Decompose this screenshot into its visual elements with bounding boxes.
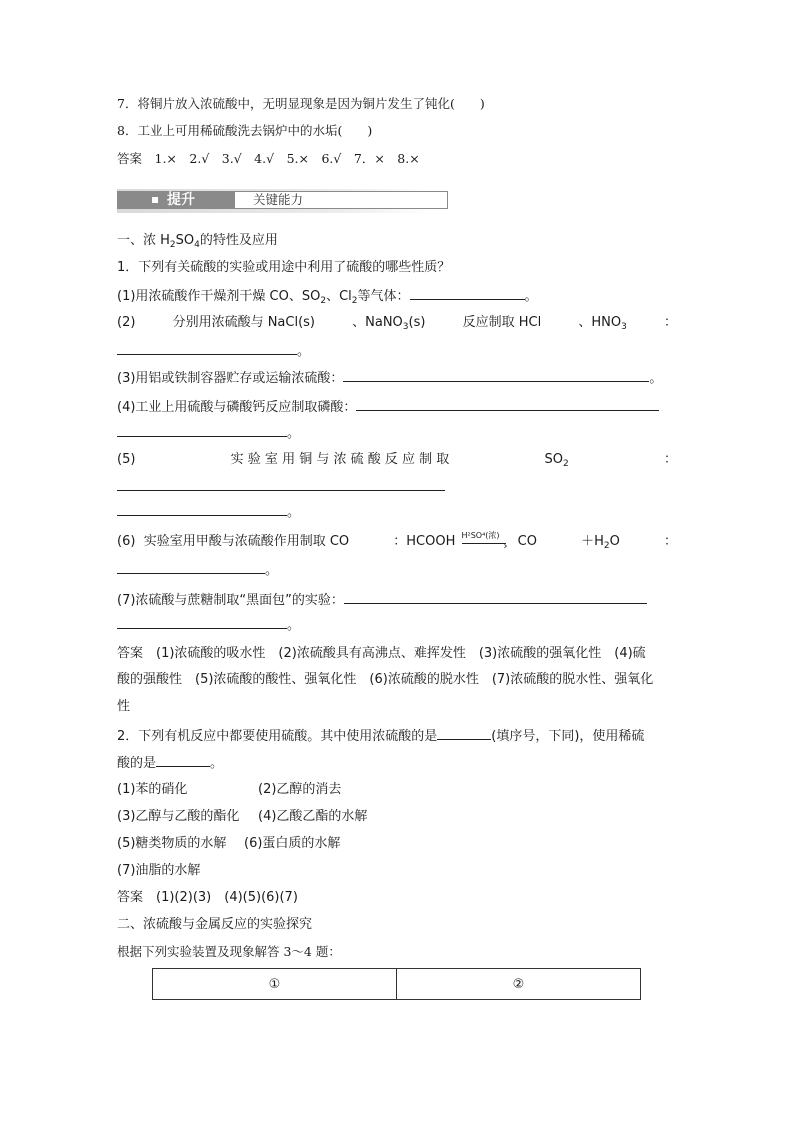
question-2-line-1: 2．下列有机反应中都要使用硫酸。其中使用浓硫酸的是 (填序号，下同)，使用稀硫 [117, 729, 645, 744]
answer-blank[interactable] [343, 369, 649, 382]
banner-title: 关键能力 [234, 191, 448, 209]
apparatus-table [152, 968, 641, 1000]
table-header-1: ① [153, 969, 397, 1000]
answer-blank[interactable] [117, 478, 445, 491]
answer-blank[interactable] [356, 398, 659, 411]
q1-item-6-blank: 。 [117, 561, 278, 580]
q1-item-3: (3)用铝或铁制容器贮存或运输浓硫酸： 。 [117, 371, 663, 386]
q1-item-7-blank: 。 [117, 616, 300, 635]
section1-heading: 一、浓 $H_2SO_4$的特性及应用 [117, 233, 278, 250]
answer-blank[interactable] [117, 561, 265, 574]
section2-heading: 二、浓硫酸与金属反应的实验探究 [117, 917, 313, 932]
q2-option-row: (5)糖类物质的水解 (6)蛋白质的水解 [117, 836, 341, 851]
q1-answer-line-3: 性 [117, 699, 131, 714]
answer-blank[interactable] [344, 591, 647, 604]
q1-item-6: (6) 实验室用甲酸与浓硫酸作用制取 CO ：HCOOH H²SO⁴(浓) › CO $+H_2O$ ： [117, 531, 677, 552]
judge-answer: 答案 1.× 2.√ 3.√ 4.√ 5.× 6.√ 7．× 8.× [117, 151, 420, 166]
answer-blank[interactable] [156, 754, 210, 767]
q1-item-4-blank: 。 [117, 424, 300, 443]
q1-answer-line-1: 答案 (1)浓硫酸的吸水性 (2)浓硫酸具有高沸点、难挥发性 (3)浓硫酸的强氧化性 (4)硫 [117, 646, 646, 661]
q1-item-2-blank: 。 [117, 342, 310, 361]
answer-blank[interactable] [437, 727, 491, 740]
answer-blank[interactable] [410, 287, 525, 300]
reaction-arrow-icon: H²SO⁴(浓) › [461, 531, 508, 552]
section-banner [117, 189, 431, 213]
answer-blank[interactable] [117, 424, 287, 437]
q2-option-row: (7)油脂的水解 [117, 863, 201, 878]
question-1-title: 1．下列有关硫酸的实验或用途中利用了硫酸的哪些性质？ [117, 260, 451, 275]
square-bullet-icon [152, 197, 158, 203]
answer-blank[interactable] [117, 342, 297, 355]
banner-tag: 提升 [117, 191, 234, 209]
q1-item-7: (7)浓硫酸与蔗糖制取“黑面包”的实验： [117, 591, 647, 610]
q1-item-5: (5) 实 验 室 用 铜 与 浓 硫 酸 反 应 制 取 $SO_2$ ： [117, 452, 677, 469]
answer-blank[interactable] [117, 616, 287, 629]
question-2-line-2: 酸的是 。 [117, 756, 224, 771]
table-header-2: ② [397, 969, 641, 1000]
q2-option-row: (1)苯的硝化 (2)乙醇的消去 [117, 782, 342, 797]
q1-answer-line-2: 酸的强酸性 (5)浓硫酸的酸性、强氧化性 (6)浓硫酸的脱水性 (7)浓硫酸的脱水性、强氧化 [117, 672, 654, 687]
q1-item-5-blank2: 。 [117, 503, 300, 522]
q1-item-5-blank1 [117, 478, 445, 497]
judge-q7: 7．将铜片放入浓硫酸中，无明显现象是因为铜片发生了钝化( ) [117, 96, 485, 111]
q1-item-2: (2) 分别用浓硫酸与 NaCl(s) 、NaNO$_3$(s) 反应制取 HCl 、$HNO_3$ ： [117, 315, 677, 332]
answer-blank[interactable] [117, 503, 287, 516]
q1-item-4: (4)工业上用硫酸与磷酸钙反应制取磷酸： [117, 398, 659, 417]
judge-q8: 8．工业上可用稀硫酸洗去锅炉中的水垢( ) [117, 123, 373, 138]
q2-option-row: (3)乙醇与乙酸的酯化 (4)乙酸乙酯的水解 [117, 809, 368, 824]
section2-intro: 根据下列实验装置及现象解答 3～4 题： [117, 944, 341, 959]
q1-item-1: (1)用浓硫酸作干燥剂干燥 CO、$SO_2$、$Cl_2$等气体： 。 [117, 289, 538, 306]
q2-answer: 答案 (1)(2)(3) (4)(5)(6)(7) [117, 890, 298, 905]
